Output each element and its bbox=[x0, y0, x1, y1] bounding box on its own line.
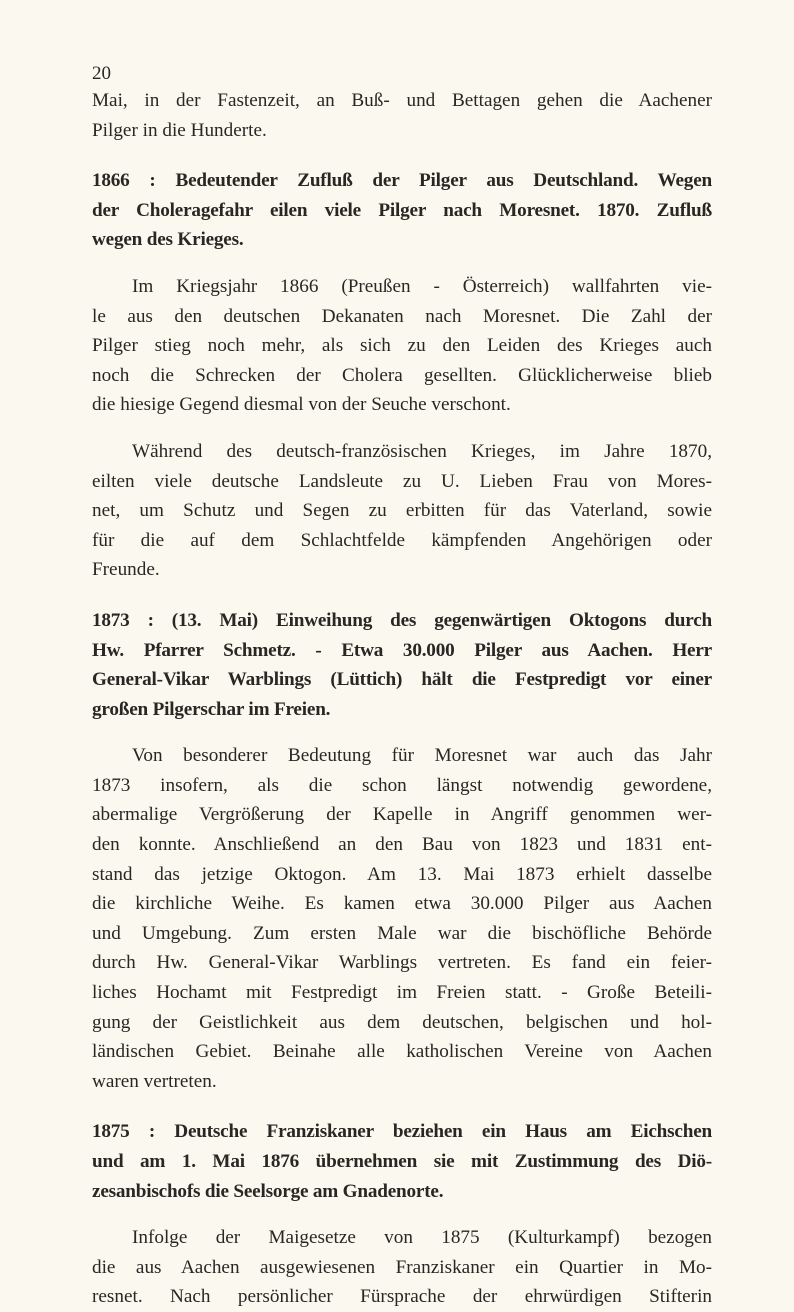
text-line: noch die Schrecken der Cholera gesellten. Glücklicherweise blieb bbox=[92, 364, 712, 386]
text-line: für die auf dem Schlachtfelde kämpfenden Angehörigen oder bbox=[92, 529, 712, 551]
text-line: le aus den deutschen Dekanaten nach Moresnet. Die Zahl der bbox=[92, 305, 712, 327]
text-line: ländischen Gebiet. Beinahe alle katholischen Vereine von Aachen bbox=[92, 1041, 712, 1063]
text-line: die kirchliche Weihe. Es kamen etwa 30.000 Pilger aus Aachen bbox=[92, 893, 712, 915]
heading-line: zesanbischofs die Seelsorge am Gnadenorte. bbox=[92, 1180, 444, 1202]
continuation-paragraph bbox=[92, 86, 712, 145]
text-line: liches Hochamt mit Festpredigt im Freien statt. - Große Beteili- bbox=[92, 982, 712, 1004]
text-line: 1873 insofern, als die schon längst notwendig gewordene, bbox=[92, 774, 712, 796]
text-line: Pilger stieg noch mehr, als sich zu den Leiden des Krieges auch bbox=[92, 335, 712, 357]
text-line: Von besonderer Bedeutung für Moresnet war auch das Jahr bbox=[132, 745, 712, 767]
text-line: die hiesige Gegend diesmal von der Seuche verschont. bbox=[92, 394, 511, 416]
text-line: Freunde. bbox=[92, 559, 160, 581]
heading-line: 1873 : (13. Mai) Einweihung des gegenwärtigen Oktogons durch bbox=[92, 609, 712, 631]
text-line: und Umgebung. Zum ersten Male war die bischöfliche Behörde bbox=[92, 922, 712, 944]
heading-line: der Choleragefahr eilen viele Pilger nach Moresnet. 1870. Zufluß bbox=[92, 199, 712, 221]
heading-line: wegen des Krieges. bbox=[92, 229, 244, 251]
heading-line: Hw. Pfarrer Schmetz. - Etwa 30.000 Pilger aus Aachen. Herr bbox=[92, 639, 712, 661]
text-line: Mai, in der Fastenzeit, an Buß- und Bettagen gehen die Aachener bbox=[92, 90, 712, 111]
text-line: eilten viele deutsche Landsleute zu U. Lieben Frau von Mores- bbox=[92, 470, 712, 492]
text-line: waren vertreten. bbox=[92, 1070, 217, 1092]
paragraph-kulturkampf bbox=[92, 1223, 712, 1312]
heading-line: 1866 : Bedeutender Zufluß der Pilger aus Deutschland. Wegen bbox=[92, 170, 712, 192]
paragraph-oktogon-1873 bbox=[92, 741, 712, 1096]
heading-line: General-Vikar Warblings (Lüttich) hält die Festpredigt vor einer bbox=[92, 669, 712, 691]
section-heading-1866 bbox=[92, 166, 712, 255]
text-line: gung der Geistlichkeit aus dem deutschen, belgischen und hol- bbox=[92, 1011, 712, 1033]
text-line: stand das jetzige Oktogon. Am 13. Mai 1873 erhielt dasselbe bbox=[92, 863, 712, 885]
section-heading-1873 bbox=[92, 606, 712, 724]
heading-line: großen Pilgerschar im Freien. bbox=[92, 698, 331, 720]
paragraph-krieg-1870 bbox=[92, 437, 712, 585]
text-line: Während des deutsch-französischen Krieges, im Jahre 1870, bbox=[132, 440, 712, 462]
text-line: den konnte. Anschließend an den Bau von 1823 und 1831 ent- bbox=[92, 834, 712, 856]
page-number: 20 bbox=[92, 63, 111, 84]
text-line: abermalige Vergrößerung der Kapelle in Angriff genommen wer- bbox=[92, 804, 712, 826]
text-line: Infolge der Maigesetze von 1875 (Kulturkampf) bezogen bbox=[132, 1227, 712, 1249]
paragraph-kriegsjahr-1866 bbox=[92, 272, 712, 420]
book-page bbox=[92, 62, 712, 1312]
text-line: Im Kriegsjahr 1866 (Preußen - Österreich) wallfahrten vie- bbox=[132, 275, 712, 297]
text-line: net, um Schutz und Segen zu erbitten für das Vaterland, sowie bbox=[92, 500, 712, 522]
section-heading-1875 bbox=[92, 1117, 712, 1206]
text-line: durch Hw. General-Vikar Warblings vertreten. Es fand ein feier- bbox=[92, 952, 712, 974]
heading-line: und am 1. Mai 1876 übernehmen sie mit Zustimmung des Diö- bbox=[92, 1151, 712, 1172]
text-line: Pilger in die Hunderte. bbox=[92, 119, 267, 141]
text-line: resnet. Nach persönlicher Fürsprache der ehrwürdigen Stifterin bbox=[92, 1286, 712, 1308]
heading-line: 1875 : Deutsche Franziskaner beziehen ein Haus am Eichschen bbox=[92, 1121, 712, 1143]
text-line: die aus Aachen ausgewiesenen Franziskaner ein Quartier in Mo- bbox=[92, 1256, 712, 1278]
